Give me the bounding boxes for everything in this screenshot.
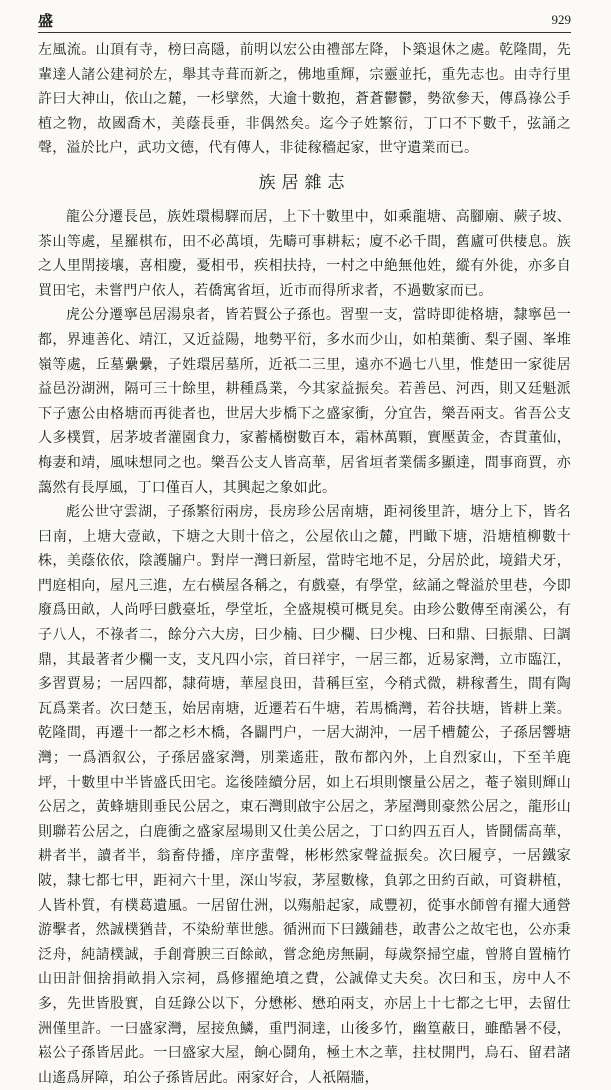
page-body [38, 38, 571, 1090]
section-title: 族居雜志 [258, 172, 351, 193]
lead-paragraph: 左風流。山頂有寺，榜曰高隱，前明以宏公由禮部左降，卜築退休之處。乾隆間，先輩達人諸公建祠於左，舉其寺葺而新之，佛地重輝，宗靈並托，重先志也。由寺行里許曰大神山，依山之麓，一杉擘然，大逾十數抱，蒼蒼鬱鬱，勢欲參天，傳爲祿公手植之物，故國喬木，美蔭長垂，非偶然矣。迄今子姓繁衍，丁口不下數千，弦誦之聲，溢於比户，武功文德，代有傳人，非徒稼穡起家，世守遺業而已。 [38, 42, 571, 157]
paragraph-longgong: 龍公分遷長邑，族姓環楊驛而居，上下十數里中，如乘龍塘、高腳廟、蕨子坡、茶山等處，星羅棋布，田不必萬頃，先疇可事耕耘；廈不必千間，舊廬可供棲息。族之人里閈接壤，喜相慶，憂相弔，疾相扶持，一村之中絶無他姓，縱有外徙，亦多自買田宅，未嘗門户依人，若僑寓省垣，近市而得所求者，不過數家而已。 [38, 208, 571, 299]
paragraph-hugong: 虎公分遷寧邑居湯泉者，皆若賢公子孫也。習聖一支，當時即徙格塘，隸寧邑一都，界連善化、靖江，又近益陽，地勢平衍，多水而少山，如柏葉衝、梨子園、峯堆嶺等處，丘墓纍纍，子姓環居墓所，近祇二三里，遠亦不過七八里，惟楚田一家徙居益邑汾湖洲，隔可三十餘里，耕種爲業，今其家益振矣。若善邑、河西，則又廷魁派下子憲公由格塘而再徙者也，世居大步橋下之盛家衝，分宜告，樂吾兩支。省吾公支人多樸質，居茅坡者灌園食力，家蓄橘樹數百本，霜林萬顆，實壓黃金，杏貫董仙，梅妻和靖，風味想同之也。樂吾公支人皆高華，居省垣者業儒多顯達，間事商賈，亦藹然有長厚風，丁口僅百人，其興起之象如此。 [38, 307, 571, 496]
paragraph-biaogong: 彪公世守雲湖，子孫繁衍兩房，長房珍公居南塘，距祠後里許，塘分上下，皆名曰南，上塘大壹畝，下塘之大則十倍之，公屋依山之麓，門瞰下塘，沿塘植柳數十株，美蔭依依，陰護牖户。對岸一灣曰新屋，當時宅地不足，分居於此，境錯犬牙，門庭相向，屋凡三進，左右橫屋各稱之，有戲臺，有學堂，絃誦之聲溢於里巷，今即廢爲田畝，人尚呼曰戲臺坵，學堂坵，全盛規模可概見矣。由珍公數傳至南溪公，有子八人，不祿者二，餘分六大房，曰少楠、曰少欄、曰少槐、曰和鼎、曰振鼎、曰調鼎，其最著者少欄一支，支凡四小宗，首曰祥宇，一居三都，近易家灣，立市臨江，多習賈易；一居四都，隸荷塘，華屋良田，昔稱巨室，今稍式微，耕稼耆生，間有陶瓦爲業者。次曰楚玉，始居南塘，近遷若石牛塘，若馬橋灣，若谷扶塘，皆耕上業。乾隆間，再遷十一都之杉木橋，各闢門户，一居大湖沖，一居千槽麓公，子孫居響塘灣；一爲酒叙公，子孫居盛家灣，別業遙莊，散布都內外，上自烈家山，下至羊鹿坪，十數里中半皆盛氏田宅。迄後陸續分居，如上石垻則懷量公居之，菴子嶺則輝山公居之，黃蜂塘則垂民公居之，東石灣則啟宇公居之，茅屋灣則豪然公居之，龍形山則聯若公居之，白鹿衝之盛家屋場則又仕美公居之，丁口約四五百人，皆鬪儒高華，耕者半，讀者半，翁畜侍播，庠序蜚聲，彬彬然家聲益振矣。次曰履亨，一居鐵家陂，隸七都七甲，距祠六十里，深山岑寂，茅屋數椽，負郭之田約百畝，可資耕植，人皆朴質，有樸葛遺風。一居留仕洲，以殤船起家，咸豐初，從事水師曾有擢大通營游擊者，然誠樸猶昔，不染紛華世態。循洲而下曰鐵鋪巷，敢書公之故宅也，公亦秉泛舟，純請樸誠，手創膏腴三百餘畝，嘗念絶房無嗣，每歲祭掃空虛，曾將自置楠竹山田計佃捨捐畝捐入宗祠，爲修擢絶墳之費，公誠偉丈夫矣。次曰和玉，房中人不多，先世皆股實，自廷錄公以下，分懋彬、懋珀兩支，亦居上十七都之七甲，去留仕洲僅里許。一曰盛家灣，屋接魚鱗，重門洞達，山後多竹，幽篁蔽日，雖酷暑不侵，崧公子孫皆居此。一曰盛家大屋，餉心鬪角，極土木之華，拄杖開門，烏石、留君諸山遙爲屏障，珀公子孫皆居此。兩家好合，人祇隔牆， [38, 504, 571, 1086]
page-number: 929 [551, 12, 571, 27]
page-header [38, 10, 571, 32]
family-name-heading: 盛 [38, 12, 54, 30]
header-rule [38, 32, 571, 33]
